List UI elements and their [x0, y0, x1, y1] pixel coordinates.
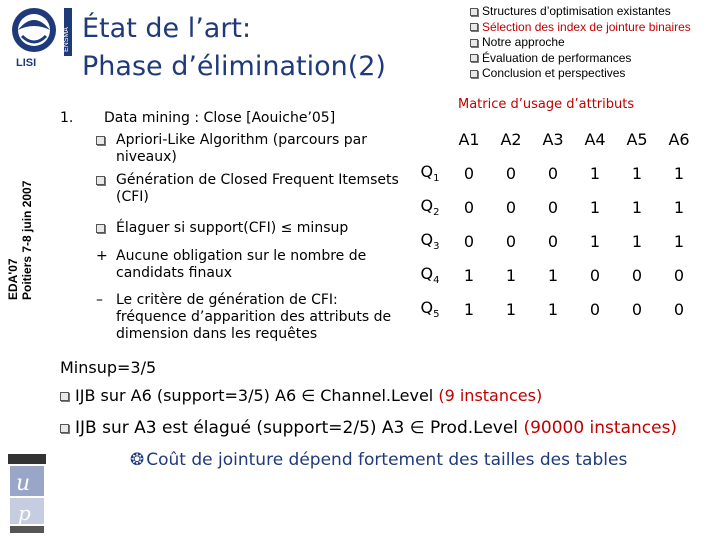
lisi-logo	[4, 4, 74, 72]
matrix-row	[412, 224, 700, 258]
row-label-subscript: 3	[433, 241, 440, 253]
main-content	[60, 110, 400, 343]
matrix-row-header	[412, 258, 448, 292]
checkbox-bullet-icon	[96, 176, 105, 185]
sidebar-line-1: EDA'07	[6, 258, 20, 300]
row-label-subscript: 1	[433, 173, 440, 185]
outline-item	[470, 51, 691, 67]
item-title: Data mining : Close [Aouiche’05]	[104, 110, 336, 126]
matrix-cell: 1	[589, 231, 601, 251]
matrix-corner	[412, 122, 448, 156]
cost-statement	[130, 450, 627, 470]
matrix-column-header: A4	[584, 129, 606, 149]
ijb-line-2	[60, 418, 677, 438]
checkbox-bullet-icon	[470, 70, 478, 78]
matrix-cell: 0	[547, 163, 559, 183]
checkbox-bullet-icon	[96, 136, 105, 145]
matrix-cell: 0	[463, 231, 475, 251]
bullet-text: Aucune obligation sur le nombre de candidats finaux	[116, 248, 367, 281]
numbered-item	[60, 110, 400, 126]
slide-title	[82, 10, 386, 86]
outline-item-label: Structures d’optimisation existantes	[482, 4, 671, 18]
matrix-cell: 1	[505, 299, 517, 319]
svg-text:u: u	[16, 471, 31, 496]
conference-sidebar-label	[6, 181, 34, 300]
matrix-row	[412, 258, 700, 292]
matrix-cell: 1	[673, 163, 685, 183]
matrix-cell: 1	[589, 163, 601, 183]
matrix-cell: 0	[463, 197, 475, 217]
outline-item-label: Notre approche	[482, 35, 565, 49]
matrix-cell: 1	[463, 265, 475, 285]
outline-item	[470, 66, 691, 82]
outline-item-label: Conclusion et perspectives	[482, 66, 626, 80]
checkbox-bullet-icon	[60, 424, 69, 433]
matrix-cell: 0	[547, 231, 559, 251]
list-item	[96, 172, 400, 206]
matrix-cell: 1	[547, 265, 559, 285]
matrix-cell: 1	[673, 197, 685, 217]
checkbox-bullet-icon	[470, 54, 478, 62]
matrix-cell: 0	[547, 197, 559, 217]
ijb-1-instances: (9 instances)	[438, 386, 543, 405]
row-label: Q	[420, 229, 434, 249]
university-logo	[6, 452, 48, 536]
outline-nav	[470, 4, 691, 82]
matrix-cell: 1	[547, 299, 559, 319]
matrix-column-header: A3	[542, 129, 564, 149]
list-item	[96, 292, 400, 343]
row-label-subscript: 2	[433, 207, 440, 219]
matrix-header-row	[412, 122, 700, 156]
sub-list	[96, 132, 400, 343]
bullet-text: Génération de Closed Frequent Itemsets (CFI)	[116, 172, 399, 205]
outline-item	[470, 4, 691, 20]
matrix-row	[412, 190, 700, 224]
ijb-line-1	[60, 386, 542, 405]
matrix-row-header	[412, 156, 448, 190]
plus-symbol: +	[96, 248, 108, 264]
list-item	[96, 132, 400, 166]
list-item	[96, 248, 400, 282]
item-number: 1.	[60, 110, 74, 126]
list-item	[96, 220, 400, 238]
row-label-subscript: 5	[433, 309, 440, 321]
usage-matrix	[412, 122, 700, 326]
title-line-2: Phase d’élimination(2)	[82, 51, 386, 82]
checkbox-bullet-icon	[470, 8, 478, 16]
matrix-column-header: A1	[458, 129, 480, 149]
checkbox-bullet-icon	[96, 224, 105, 233]
matrix-cell: 1	[673, 231, 685, 251]
outline-item-label: Évaluation de performances	[482, 50, 632, 65]
matrix-column-header: A2	[500, 129, 522, 149]
matrix-cell: 0	[589, 299, 601, 319]
gear-bullet-icon: ❂	[130, 450, 145, 470]
lisi-logo-text: LISI	[16, 57, 37, 69]
svg-text:p: p	[18, 501, 31, 525]
outline-item	[470, 35, 691, 51]
checkbox-bullet-icon	[470, 23, 478, 31]
ijb-2-text: IJB sur A3 est élagué (support=2/5) A3 ∈ Prod.Level	[75, 418, 519, 438]
checkbox-bullet-icon	[60, 392, 69, 401]
matrix-cell: 0	[505, 231, 517, 251]
minsup-label: Minsup=3/5	[60, 358, 157, 377]
cost-text: Coût de jointure dépend fortement des tailles des tables	[146, 450, 628, 470]
matrix-cell: 1	[631, 197, 643, 217]
matrix-row	[412, 156, 700, 190]
matrix-row-header	[412, 292, 448, 326]
matrix-cell: 0	[631, 299, 643, 319]
bullet-text: Le critère de génération de CFI: fréquence d’apparition des attributs de dimension dans les requêtes	[116, 292, 392, 342]
ensma-logo-text: ENSMA	[63, 27, 70, 52]
matrix-cell: 0	[463, 163, 475, 183]
matrix-cell: 1	[631, 231, 643, 251]
matrix-column-header: A5	[626, 129, 648, 149]
matrix-title: Matrice d’usage d’attributs	[458, 97, 635, 112]
row-label: Q	[420, 195, 434, 215]
title-line-1: État de l’art:	[82, 13, 252, 44]
matrix-cell: 1	[463, 299, 475, 319]
matrix-cell: 0	[673, 299, 685, 319]
minus-symbol: –	[96, 292, 103, 308]
row-label: Q	[420, 297, 434, 317]
row-label: Q	[420, 263, 434, 283]
ijb-2-instances: (90000 instances)	[523, 418, 678, 438]
matrix-row-header	[412, 190, 448, 224]
ijb-1-text: IJB sur A6 (support=3/5) A6 ∈ Channel.Level	[75, 386, 434, 405]
outline-item-label: Sélection des index de jointure binaires	[482, 19, 691, 34]
row-label-subscript: 4	[433, 275, 440, 287]
matrix-cell: 1	[505, 265, 517, 285]
matrix-cell: 1	[631, 163, 643, 183]
bullet-text: Apriori-Like Algorithm (parcours par niveaux)	[116, 132, 367, 165]
matrix-cell: 0	[505, 163, 517, 183]
matrix-cell: 0	[589, 265, 601, 285]
checkbox-bullet-icon	[470, 39, 478, 47]
matrix-cell: 0	[505, 197, 517, 217]
matrix-cell: 0	[631, 265, 643, 285]
sidebar-line-2: Poitiers 7-8 juin 2007	[20, 180, 34, 300]
row-label: Q	[420, 161, 434, 181]
outline-item	[470, 20, 691, 36]
matrix-row	[412, 292, 700, 326]
matrix-column-header: A6	[668, 129, 690, 149]
bullet-text: Élaguer si support(CFI) ≤ minsup	[116, 220, 349, 236]
matrix-row-header	[412, 224, 448, 258]
matrix-cell: 1	[589, 197, 601, 217]
matrix-cell: 0	[673, 265, 685, 285]
